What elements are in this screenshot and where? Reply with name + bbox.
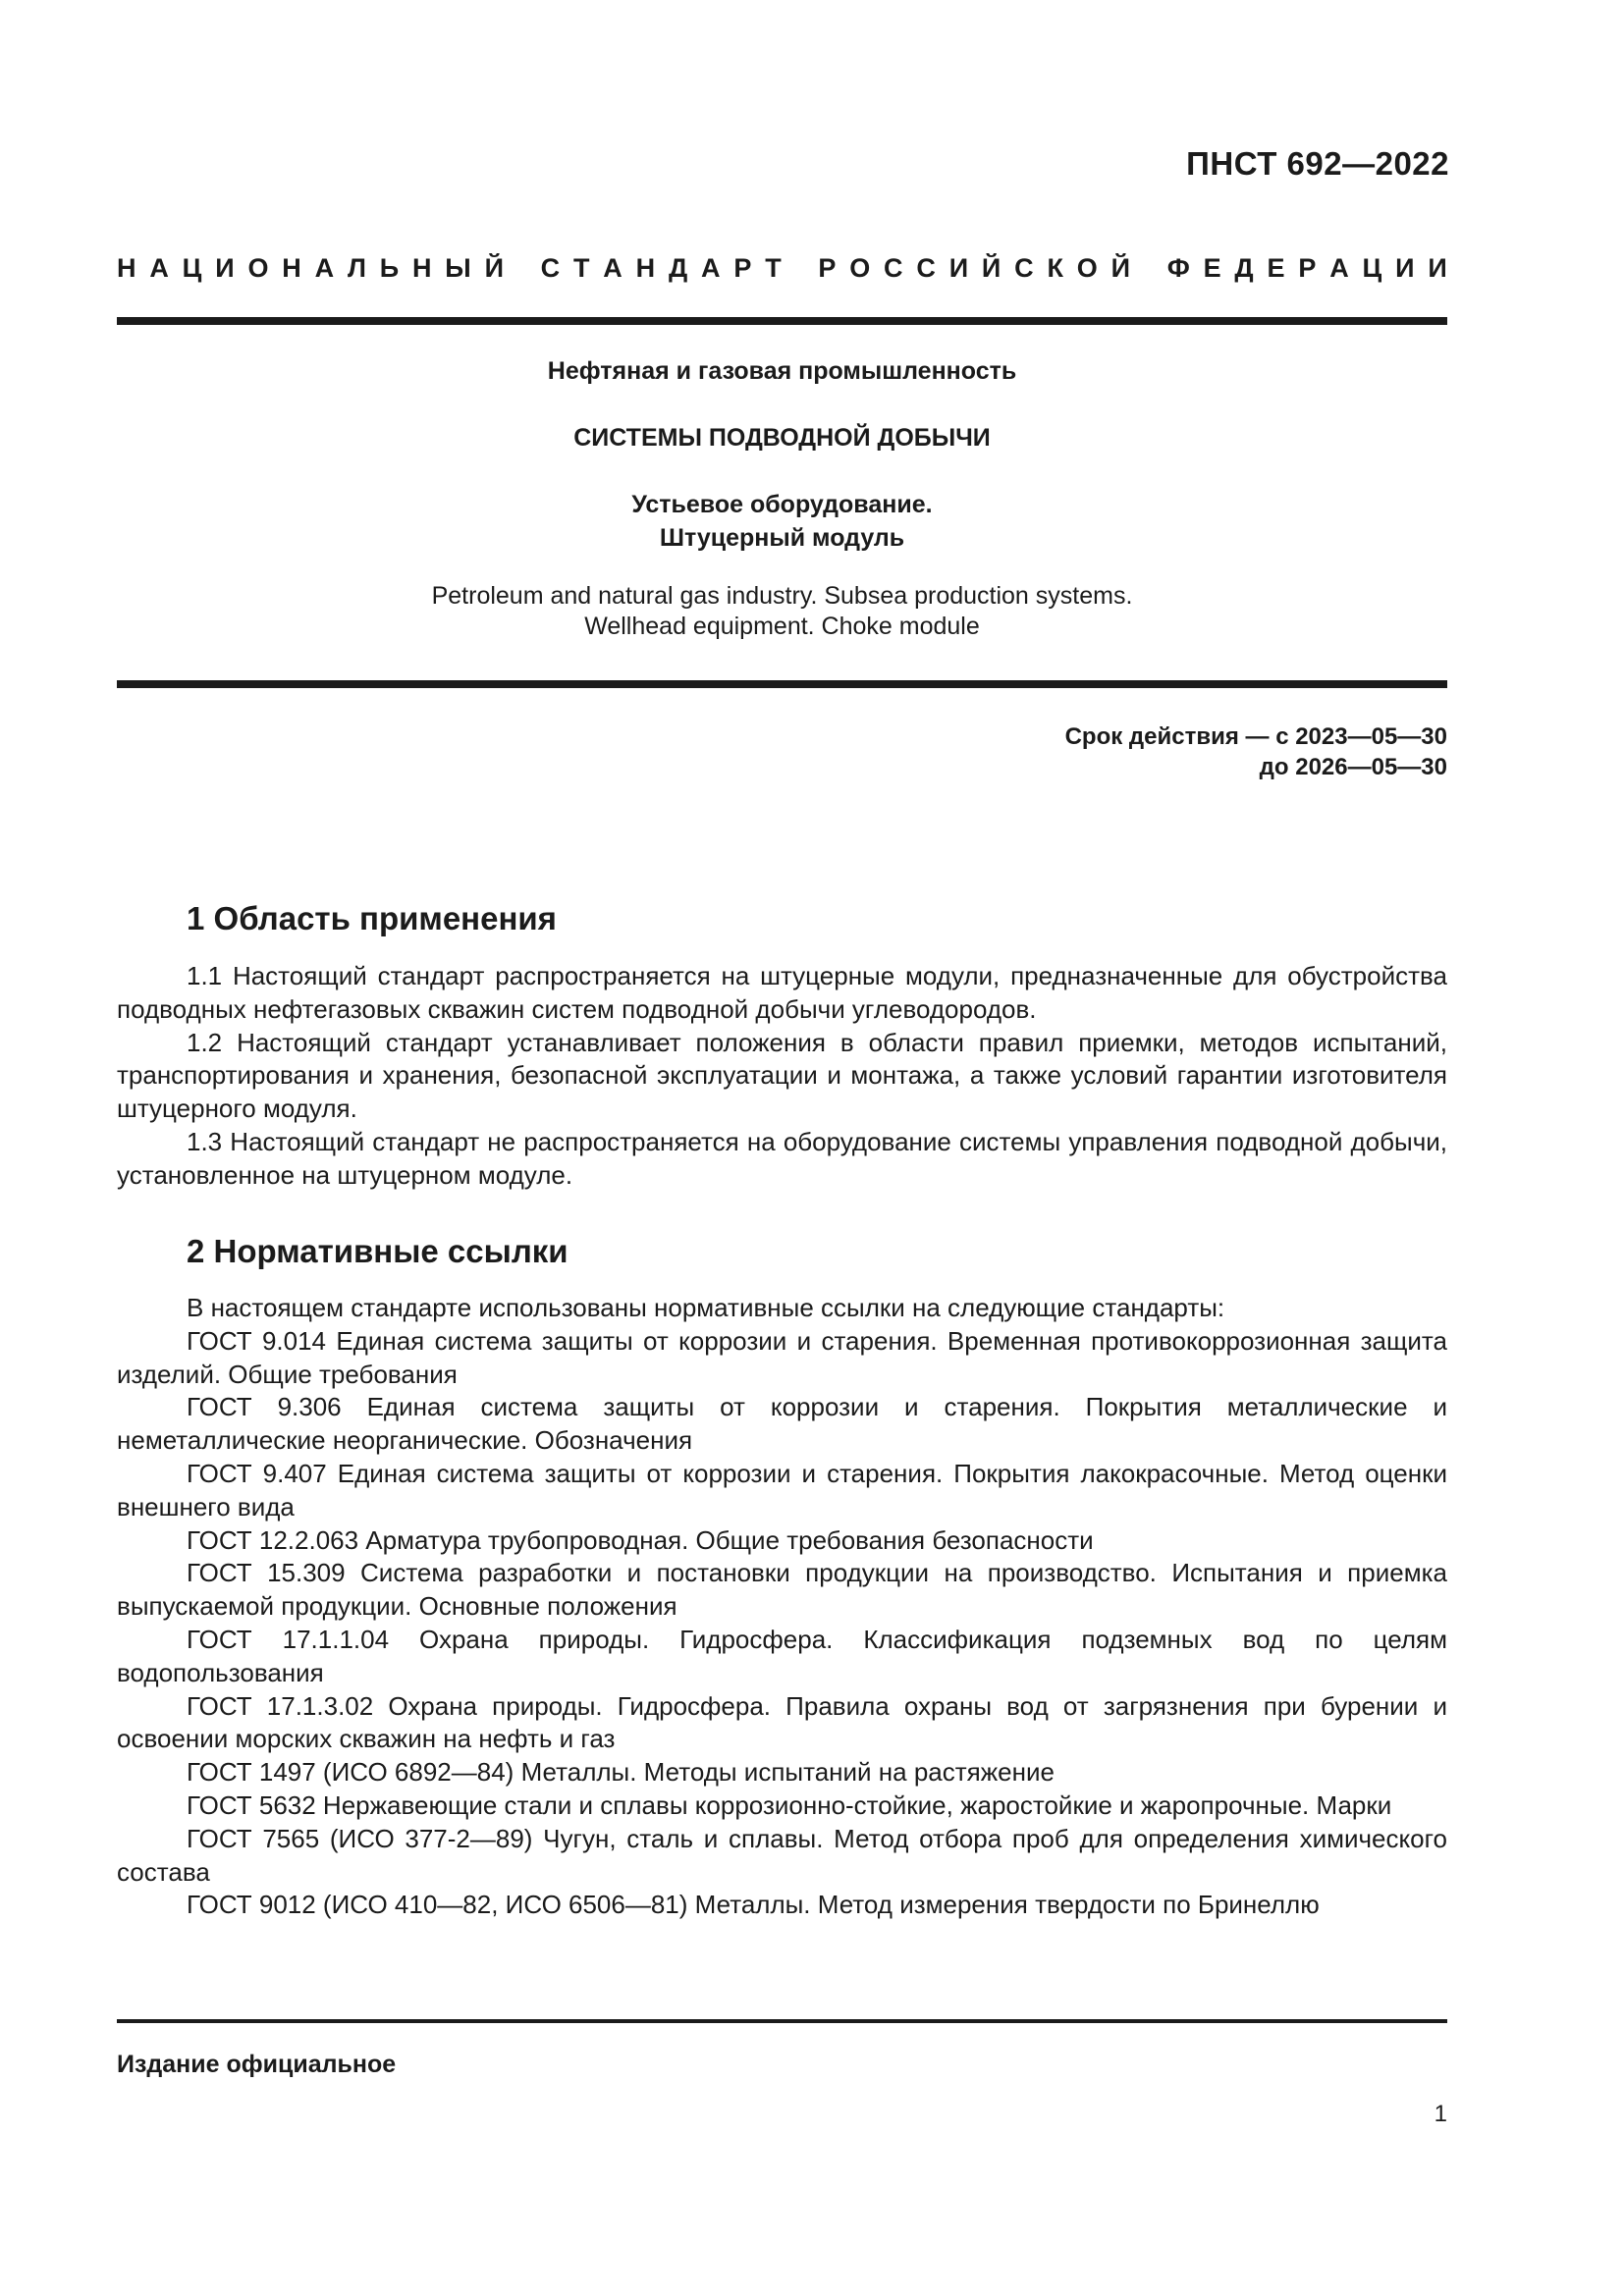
- top-divider: [117, 317, 1447, 325]
- reference-item: ГОСТ 12.2.063 Арматура трубопроводная. Общие требования безопасности: [187, 1524, 1094, 1555]
- document-code: ПНСТ 692—2022: [1186, 145, 1449, 182]
- reference-item: ГОСТ 15.309 Система разработки и постановки продукции на производство. Испытания и приемка выпускаемой продукции. Основные положения: [117, 1558, 1447, 1622]
- reference-item: ГОСТ 7565 (ИСО 377-2—89) Чугун, сталь и сплавы. Метод отбора проб для определения химического состава: [117, 1823, 1447, 1887]
- references-intro: В настоящем стандарте использованы нормативные ссылки на следующие стандарты:: [187, 1293, 1225, 1322]
- footer-divider: [117, 2019, 1447, 2023]
- reference-item: ГОСТ 9.407 Единая система защиты от коррозии и старения. Покрытия лакокрасочные. Метод оценки внешнего вида: [117, 1458, 1447, 1522]
- validity-from: Срок действия — с 2023—05—30: [1064, 723, 1447, 750]
- paragraph: 1.1 Настоящий стандарт распространяется на штуцерные модули, предназначенные для обустройства подводных нефтегазовых скважин систем подводной добычи углеводородов.: [117, 961, 1447, 1024]
- reference-item: ГОСТ 9.306 Единая система защиты от коррозии и старения. Покрытия металлические и неметаллические неорганические. Обозначения: [117, 1392, 1447, 1456]
- page-number: 1: [1434, 2101, 1447, 2127]
- reference-item: ГОСТ 9.014 Единая система защиты от коррозии и старения. Временная противокоррозионная защита изделий. Общие требования: [117, 1325, 1447, 1389]
- reference-item: ГОСТ 17.1.1.04 Охрана природы. Гидросфера. Классификация подземных вод по целям водопользования: [117, 1624, 1447, 1687]
- english-title: [117, 581, 1447, 642]
- industry-title: Нефтяная и газовая промышленность: [547, 357, 1017, 385]
- paragraph: 1.3 Настоящий стандарт не распространяется на оборудование системы управления подводной добычи, установленное на штуцерном модуле.: [117, 1126, 1447, 1190]
- reference-item: ГОСТ 9012 (ИСО 410—82, ИСО 6506—81) Металлы. Метод измерения твердости по Бринеллю: [187, 1890, 1320, 1920]
- section-2-body: [117, 1292, 1447, 1922]
- title-divider: [117, 680, 1447, 688]
- system-title: СИСТЕМЫ ПОДВОДНОЙ ДОБЫЧИ: [573, 424, 991, 452]
- english-title-line2: Wellhead equipment. Choke module: [584, 613, 980, 640]
- part-title-line1: Устьевое оборудование.: [631, 491, 933, 518]
- reference-item: ГОСТ 1497 (ИСО 6892—84) Металлы. Методы испытаний на растяжение: [187, 1757, 1055, 1788]
- reference-item: ГОСТ 17.1.3.02 Охрана природы. Гидросфера. Правила охраны вод от загрязнения при бурении и освоении морских скважин на нефть и газ: [117, 1690, 1447, 1754]
- section-1-heading: 1 Область применения: [187, 900, 557, 936]
- official-edition-label: Издание официальное: [117, 2051, 397, 2078]
- validity-to: до 2026—05—30: [1259, 754, 1447, 780]
- reference-item: ГОСТ 5632 Нержавеющие стали и сплавы коррозионно-стойкие, жаростойкие и жаропрочные. Марки: [187, 1789, 1392, 1820]
- part-title: [117, 488, 1447, 555]
- part-title-line2: Штуцерный модуль: [659, 524, 905, 552]
- validity-period: [1065, 721, 1447, 782]
- section-1-body: [117, 960, 1447, 1193]
- paragraph: 1.2 Настоящий стандарт устанавливает положения в области правил приемки, методов испытаний, транспортирования и хранения, безопасной эксплуатации и монтажа, а также условий гарантии изготовителя штуцерного модуля.: [117, 1027, 1447, 1124]
- section-2-heading: 2 Нормативные ссылки: [187, 1233, 568, 1269]
- national-standard-banner: Н А Ц И О Н А Л Ь Н Ы Й С Т А Н Д А Р Т Р О С С И Й С К О Й Ф Е Д Е Р А Ц И И: [117, 253, 1447, 283]
- english-title-line1: Petroleum and natural gas industry. Subsea production systems.: [431, 582, 1133, 610]
